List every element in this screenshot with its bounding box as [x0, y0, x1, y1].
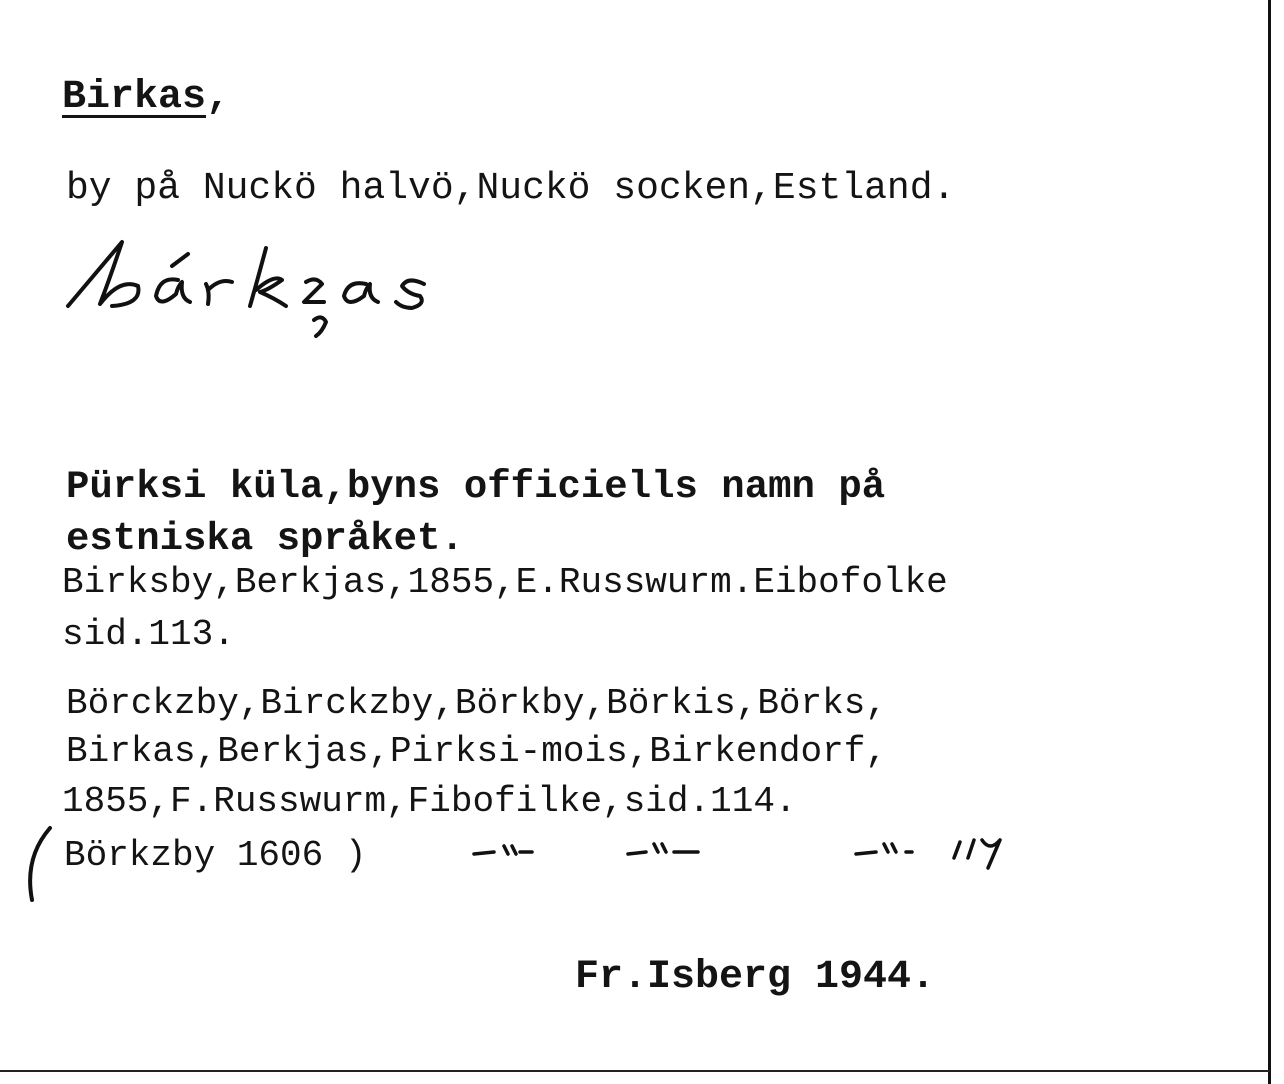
card-right-edge [1268, 0, 1271, 1084]
handwritten-ditto-marks [460, 822, 1060, 892]
variant-forms-line-3: 1855,F.Russwurm,Fibofilke,sid.114. [62, 781, 797, 822]
card-bottom-edge [0, 1070, 1270, 1072]
source-page-line: sid.113. [62, 614, 235, 655]
historic-form-text: Börkzby 1606 [64, 835, 324, 876]
description-line: by på Nuckö halvö,Nuckö socken,Estland. [66, 167, 956, 210]
historic-form-paren-close: ) [344, 835, 367, 876]
title-word: Birkas [62, 75, 207, 120]
variant-forms-line-2: Birkas,Berkjas,Pirksi-mois,Birkendorf, [66, 731, 887, 772]
card-title [62, 75, 231, 120]
official-name-line-cont: estniska språket. [66, 517, 464, 561]
historic-form-line [64, 835, 367, 876]
official-name-line: Pürksi küla,byns officiells namn på [66, 465, 886, 509]
handwritten-pronunciation [60, 228, 540, 348]
title-suffix: , [206, 75, 231, 120]
source-line-1855a: Birksby,Berkjas,1855,E.Russwurm.Eibofolke [62, 562, 948, 603]
signature: Fr.Isberg 1944. [575, 955, 936, 1000]
handwritten-open-paren [10, 820, 60, 910]
variant-forms-line-1: Börckzby,Birckzby,Börkby,Börkis,Börks, [66, 683, 887, 724]
